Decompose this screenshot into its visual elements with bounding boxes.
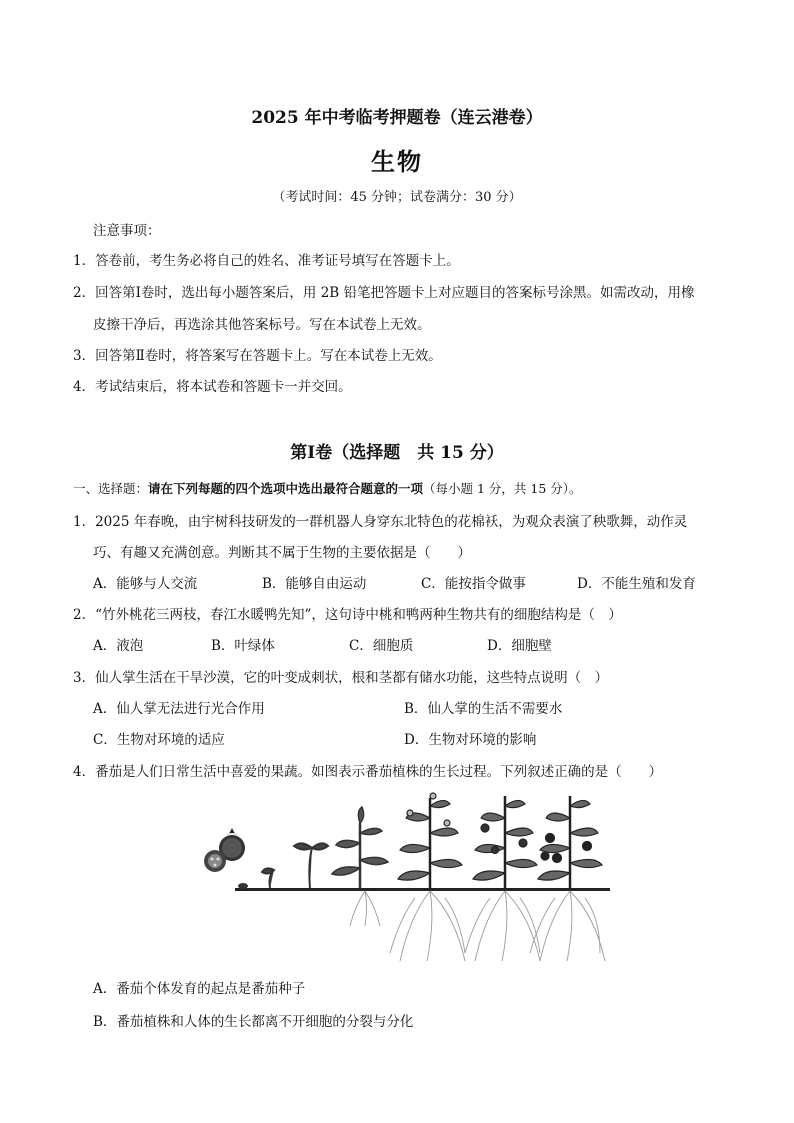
paper-title: 2025 年中考临考押题卷（连云港卷） [251,108,543,128]
note-item-2-cont: 皮擦干净后，再选涂其他答案标号。写在本试卷上无效。 [93,317,431,333]
q1-stem-line1: 1．2025 年春晚，由宇树科技研发的一群机器人身穿东北特色的花棉袄，为观众表演了秧歌舞，动作灵 [73,514,688,530]
q4-option-b[interactable]: B．番茄植株和人体的生长都离不开细胞的分裂与分化 [93,1014,414,1030]
note-item-4: 4．考试结束后，将本试卷和答题卡一并交回。 [73,379,352,395]
q1-option-b[interactable]: B．能够自由运动 [262,576,367,592]
q4-stem: 4．番茄是人们日常生活中喜爱的果蔬。如图表示番茄植株的生长过程。下列叙述正确的是（ ） [73,764,663,780]
mature-plant-icon [398,793,602,888]
q2-stem: 2．“竹外桃花三两枝，春江水暖鸭先知”，这句诗中桃和鸭两种生物共有的细胞结构是（ ） [73,607,622,623]
instruction-prefix: 一、选择题： [73,481,149,496]
note-item-3: 3．回答第Ⅱ卷时，将答案写在答题卡上。写在本试卷上无效。 [73,348,442,364]
tomato-growth-stages-illustration [195,788,615,968]
note-item-1: 1．答卷前，考生务必将自己的姓名、准考证号填写在答题卡上。 [73,253,460,269]
instruction-suffix: （每小题 1 分，共 15 分）。 [423,481,582,496]
q4-option-a[interactable]: A．番茄个体发育的起点是番茄种子 [93,981,306,997]
q2-option-b[interactable]: B．叶绿体 [211,638,275,654]
q1-stem-line2: 巧、有趣又充满创意。判断其不属于生物的主要依据是（ ） [93,545,471,561]
roots-icon [350,891,605,961]
notes-heading: 注意事项： [93,223,161,239]
section-instruction [73,479,582,497]
q1-option-a[interactable]: A．能够与人交流 [93,576,198,592]
q3-option-c[interactable]: C．生物对环境的适应 [93,732,225,748]
section-title: 第Ⅰ卷（选择题 共 15 分） [290,443,504,463]
q3-stem: 3．仙人掌生活在干旱沙漠，它的叶变成刺状，根和茎都有储水功能，这些特点说明（ ） [73,670,609,686]
q3-option-a[interactable]: A．仙人掌无法进行光合作用 [93,701,265,717]
q2-option-a[interactable]: A．液泡 [93,638,144,654]
q1-option-c[interactable]: C．能按指令做事 [421,576,526,592]
q3-option-b[interactable]: B．仙人掌的生活不需要水 [404,701,563,717]
young-plant-icon [332,807,388,888]
ground-line [235,888,610,891]
subject-title: 生物 [371,147,423,176]
instruction-bold: 请在下列每题的四个选项中选出最符合题意的一项 [148,481,424,496]
seedling-icon [238,843,328,889]
q2-option-c[interactable]: C．细胞质 [349,638,414,654]
q2-option-d[interactable]: D．细胞壁 [487,638,552,654]
exam-info: （考试时间：45 分钟；试卷满分：30 分） [272,190,522,205]
q1-option-d[interactable]: D．不能生殖和发育 [577,576,696,592]
q3-option-d[interactable]: D．生物对环境的影响 [404,732,537,748]
tomato-fruit-icon [204,828,245,872]
note-item-2: 2．回答第Ⅰ卷时，选出每小题答案后，用 2B 铅笔把答题卡上对应题目的答案标号涂黑。如需改动，用橡 [73,285,695,301]
